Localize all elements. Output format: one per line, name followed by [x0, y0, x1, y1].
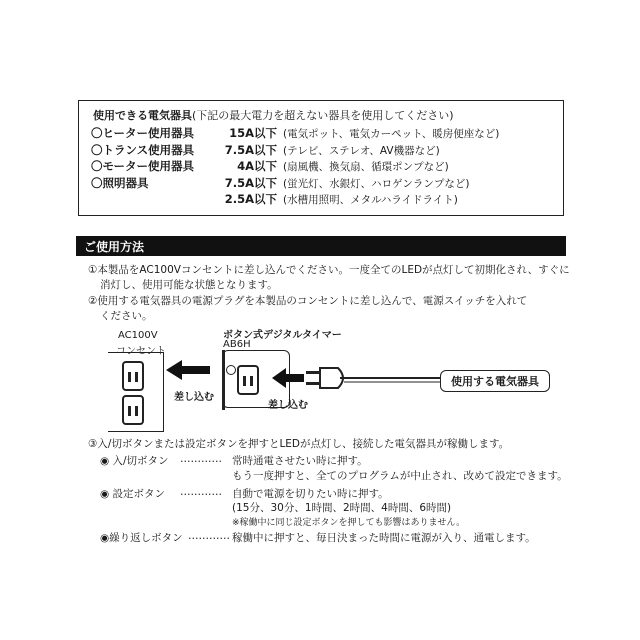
- step1-line2: 消灯し、使用可能な状態となります。: [100, 279, 278, 291]
- spec-row-lighting: [91, 175, 561, 191]
- repeat-button-leader: …………: [188, 530, 230, 542]
- set-button-name: ◉ 設定ボタン: [100, 488, 165, 500]
- step3-text: ③入/切ボタンまたは設定ボタンを押すとLEDが点灯し、接続した電気器具が稼働します。: [88, 438, 510, 450]
- spec-row-lighting-2: [91, 191, 561, 207]
- onoff-button-desc1: 常時通電させたい時に押す。: [232, 455, 368, 467]
- spec-row-transformer: [91, 142, 561, 158]
- spec-name: 〇トランス使用器具: [91, 143, 195, 157]
- spec-examples: (テレビ、ステレオ、AV機器など): [283, 145, 440, 157]
- spec-row-heater: [91, 125, 561, 141]
- outlet-label-line1: AC100V: [118, 330, 158, 341]
- usage-section-title: ご使用方法: [84, 240, 145, 254]
- spec-examples: (水槽用照明、メタルハライドライト): [283, 194, 458, 206]
- step1-line1: ①本製品をAC100Vコンセントに差し込んでください。一度全てのLEDが点灯して初期化され、すぐに: [88, 264, 570, 276]
- insert-arrow-icon: [272, 366, 306, 390]
- onoff-button-desc2: もう一度押すと、全てのプログラムが中止され、改めて設定できます。: [232, 470, 568, 482]
- onoff-button-name: ◉ 入/切ボタン: [100, 455, 169, 467]
- repeat-button-name: ◉繰り返しボタン: [100, 532, 183, 544]
- appliance-label-box: [440, 370, 550, 392]
- insert-label-right: 差し込む: [268, 400, 308, 411]
- spec-name: 〇ヒーター使用器具: [91, 126, 195, 140]
- timer-socket: [237, 365, 259, 395]
- spec-amp: 15A以下: [229, 126, 277, 140]
- spec-amp: 7.5A以下: [224, 143, 277, 157]
- step2-line1: ②使用する電気器具の電源プラグを本製品のコンセントに差し込んで、電源スイッチを入れて: [88, 295, 528, 307]
- spec-examples: (扇風機、換気扇、循環ポンプなど): [283, 161, 449, 173]
- set-button-desc2: (15分、30分、1時間、2時間、4時間、6時間): [232, 502, 452, 514]
- timer-led-icon: [226, 365, 236, 375]
- spec-examples: (電気ポット、電気カーペット、暖房便座など): [283, 128, 500, 140]
- spec-heading-bold: 使用できる電気器具: [93, 109, 192, 122]
- set-button-note: ※稼働中に同じ設定ボタンを押しても影響はありません。: [232, 518, 466, 528]
- spec-heading-note: (下記の最大電力を超えない器具を使用してください): [192, 109, 454, 122]
- spec-heading: [93, 107, 454, 123]
- appliance-label: 使用する電気器具: [451, 375, 539, 388]
- spec-amp: 4A以下: [237, 159, 277, 173]
- spec-row-motor: [91, 158, 561, 174]
- outlet-label-line2: コンセント: [116, 346, 166, 357]
- spec-name: 〇照明器具: [91, 176, 149, 190]
- spec-amp: 7.5A以下: [224, 176, 277, 190]
- left-arrow-icon: [166, 358, 214, 382]
- timer-label-line1: ボタン式デジタルタイマー: [223, 330, 342, 341]
- wall-socket-lower: [122, 395, 144, 425]
- repeat-button-desc: 稼働中に押すと、毎日決まった時間に電源が入り、通電します。: [232, 532, 536, 544]
- set-button-leader: …………: [180, 486, 222, 498]
- usable-appliances-box: [78, 100, 564, 216]
- wall-outlet: [108, 352, 164, 432]
- spec-examples: (蛍光灯、水銀灯、ハロゲンランプなど): [283, 178, 470, 190]
- insert-label-left: 差し込む: [174, 392, 214, 403]
- wall-socket-upper: [122, 361, 144, 391]
- power-plug-icon: [304, 366, 454, 396]
- set-button-desc1: 自動で電源を切りたい時に押す。: [232, 488, 389, 500]
- timer-label-line2: AB6H: [223, 339, 251, 350]
- spec-name: 〇モーター使用器具: [91, 159, 195, 173]
- step2-line2: ください。: [100, 310, 153, 322]
- onoff-button-leader: …………: [180, 453, 222, 465]
- usage-section-bar: [76, 236, 566, 256]
- spec-amp: 2.5A以下: [224, 192, 277, 206]
